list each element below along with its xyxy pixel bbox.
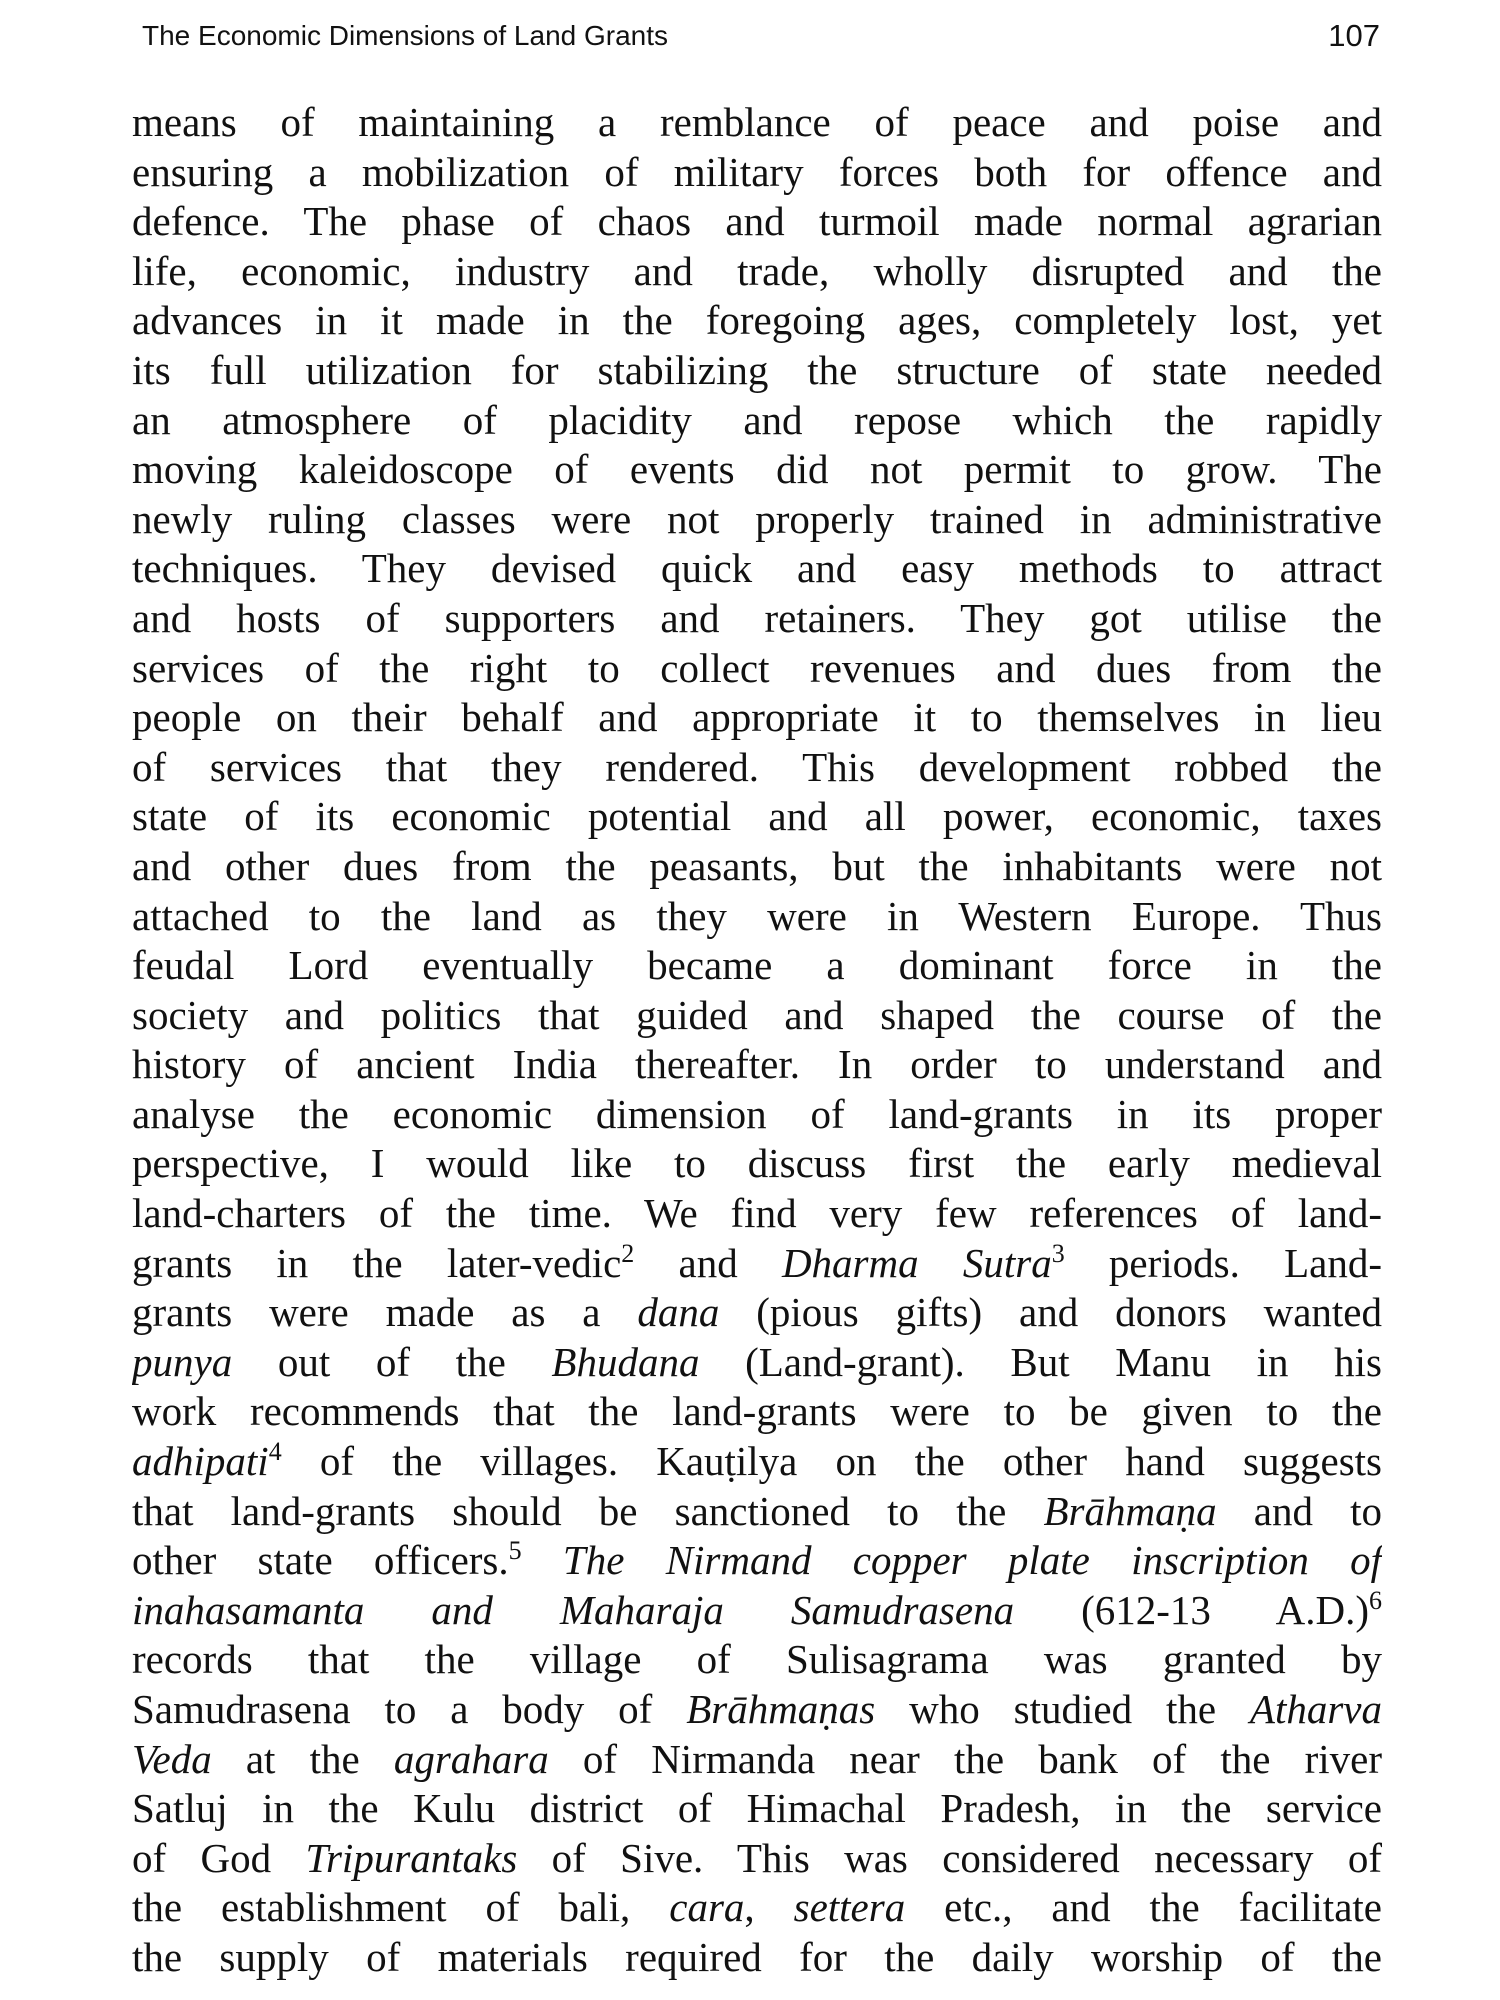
text-run: records that the village of Sulisagrama was granted by [132,1636,1382,1683]
text-run: of God [132,1834,306,1881]
text-line [132,1437,1382,1487]
text-line [132,743,1382,793]
text-line [132,1487,1382,1537]
text-line [132,842,1382,892]
running-title: The Economic Dimensions of Land Grants [142,20,669,51]
footnote-marker: 5 [508,1536,522,1566]
text-line [132,1834,1382,1884]
italic-term: agrahara [393,1735,549,1782]
text-line [132,792,1382,842]
italic-term: punya [132,1338,233,1385]
text-run: of services that they rendered. This development robbed the [132,743,1382,790]
text-run: of the villages. Kauṭilya on the other hand suggests [281,1438,1382,1485]
text-run: grants were made as a [132,1289,638,1336]
text-run: periods. Land- [1064,1239,1382,1286]
italic-term: cara [669,1884,745,1931]
text-run: life, economic, industry and trade, wholly disrupted and the [132,247,1382,294]
italic-term: Brāhmaṇa [1043,1487,1217,1534]
text-run: means of maintaining a remblance of peace and poise and [132,99,1382,145]
text-line [132,1933,1382,1983]
text-run: an atmosphere of placidity and repose which the rapidly [132,396,1382,443]
text-line [132,693,1382,743]
text-line [132,1685,1382,1735]
text-line [132,941,1382,991]
text-line [132,1784,1382,1834]
text-line [132,396,1382,446]
italic-term: dana [637,1289,720,1336]
text-run: other state officers. [132,1537,509,1584]
text-line [132,247,1382,297]
footnote-marker: 2 [621,1238,635,1268]
text-line [132,1139,1382,1189]
text-run: (pious gifts) and donors wanted [719,1289,1382,1336]
body-paragraph [132,98,1382,1983]
text-run: of Nirmanda near the bank of the river [548,1735,1382,1782]
text-run: perspective, I would like to discuss first the early medieval [132,1140,1382,1187]
text-run: society and politics that guided and shaped the course of the [132,991,1382,1038]
text-run: , [744,1884,794,1931]
text-run: (Land-grant). But Manu in his [699,1338,1382,1385]
text-run: and to [1216,1487,1382,1534]
text-line [132,644,1382,694]
text-line [132,1239,1382,1289]
text-line [132,197,1382,247]
text-line [132,296,1382,346]
text-line [132,594,1382,644]
text-line [132,1586,1382,1636]
footnote-marker: 4 [268,1437,282,1467]
text-line [132,1288,1382,1338]
text-run: its full utilization for stabilizing the structure of state needed [132,346,1382,393]
text-line [132,1536,1382,1586]
page-number: 107 [1328,18,1380,53]
text-run: ensuring a mobilization of military forces both for offence and [132,148,1382,195]
text-run: and [634,1239,782,1286]
text-run: services of the right to collect revenues and dues from the [132,644,1382,691]
italic-term: inahasamanta and Maharaja Samudrasena [132,1586,1015,1633]
text-run: defence. The phase of chaos and turmoil made normal agrarian [132,198,1382,245]
text-line [132,98,1382,148]
text-run: out of the [232,1338,552,1385]
text-run: analyse the economic dimension of land-grants in its proper [132,1090,1382,1137]
text-run: newly ruling classes were not properly trained in administrative [132,495,1382,542]
text-run: (612-13 A.D.) [1014,1586,1369,1633]
text-run: and hosts of supporters and retainers. They got utilise the [132,594,1382,641]
text-run: advances in it made in the foregoing ages, completely lost, yet [132,297,1382,344]
text-line [132,445,1382,495]
text-run: that land-grants should be sanctioned to the [132,1487,1044,1534]
text-run: grants in the later-vedic [132,1239,622,1286]
text-line [132,1883,1382,1933]
text-line [132,1635,1382,1685]
text-line [132,495,1382,545]
text-run: Samudrasena to a body of [132,1686,687,1732]
text-run: the establishment of bali, [132,1884,670,1931]
text-run [522,1537,563,1583]
text-line [132,1189,1382,1239]
text-run: attached to the land as they were in Western Europe. Thus [132,892,1382,939]
italic-term: Bhudana [551,1338,700,1385]
running-head [142,14,1380,58]
text-line [132,991,1382,1041]
text-run: the supply of materials required for the daily worship of the [132,1933,1382,1980]
italic-term: Tripurantaks [305,1834,518,1881]
text-run: techniques. They devised quick and easy methods to attract [132,545,1382,592]
italic-term: Brāhmaṇas [686,1686,876,1732]
text-run: who studied the [875,1686,1250,1732]
text-run: Satluj in the Kulu district of Himachal Pradesh, in the service [132,1785,1382,1832]
italic-term: The Nirmand copper plate inscription of [562,1537,1382,1584]
text-run: land-charters of the time. We find very few references of land- [132,1190,1382,1237]
text-run: state of its economic potential and all power, economic, taxes [132,793,1382,840]
text-run: people on their behalf and appropriate it to themselves in lieu [132,694,1382,741]
italic-term: Atharva [1249,1686,1382,1732]
italic-term: Veda [132,1735,212,1782]
text-run: and other dues from the peasants, but the inhabitants were not [132,842,1382,889]
text-run: work recommends that the land-grants were to be given to the [132,1388,1382,1435]
footnote-marker: 6 [1369,1585,1382,1615]
text-line [132,346,1382,396]
text-line [132,1338,1382,1388]
text-line [132,148,1382,198]
italic-term: Dharma Sutra [781,1239,1052,1286]
text-run: of Sive. This was considered necessary of [517,1834,1382,1881]
text-line [132,892,1382,942]
text-line [132,544,1382,594]
text-run: at the [211,1735,394,1782]
text-line [132,1090,1382,1140]
italic-term: settera [793,1884,906,1931]
text-run: history of ancient India thereafter. In order to understand and [132,1041,1382,1088]
footnote-marker: 3 [1051,1238,1065,1268]
text-line [132,1735,1382,1785]
text-run: etc., and the facilitate [905,1884,1382,1931]
text-line [132,1387,1382,1437]
text-run: feudal Lord eventually became a dominant force in the [132,942,1382,989]
italic-term: adhipati [132,1438,269,1485]
text-line [132,1040,1382,1090]
text-run: moving kaleidoscope of events did not permit to grow. The [132,446,1382,493]
